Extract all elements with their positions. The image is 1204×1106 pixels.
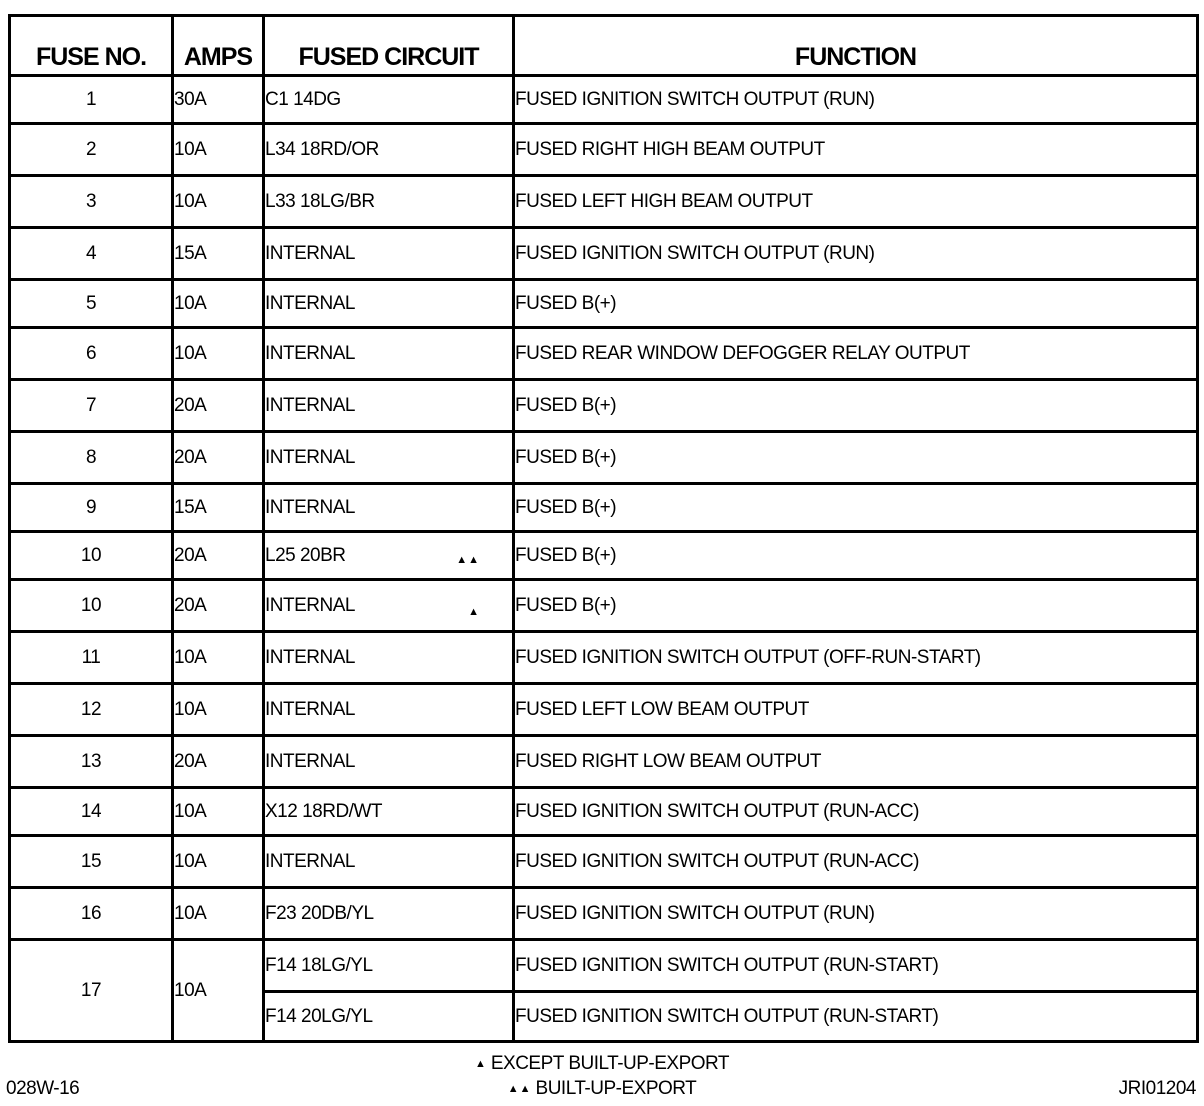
fuse-amps: 10A (173, 328, 264, 380)
header-amps: AMPS (173, 16, 264, 76)
fused-circuit (264, 280, 514, 328)
fused-circuit (264, 176, 514, 228)
fuse-number: 17 (10, 940, 173, 1042)
fused-circuit (264, 380, 514, 432)
fuse-amps: 15A (173, 484, 264, 532)
fuse-amps: 10A (173, 836, 264, 888)
table-row (10, 684, 1198, 736)
fused-circuit (264, 484, 514, 532)
table-row (10, 380, 1198, 432)
function-text: FUSED IGNITION SWITCH OUTPUT (RUN) (514, 888, 1198, 940)
table-row (10, 484, 1198, 532)
fused-circuit (264, 580, 514, 632)
function-text: FUSED REAR WINDOW DEFOGGER RELAY OUTPUT (514, 328, 1198, 380)
function-text: FUSED B(+) (514, 432, 1198, 484)
function-text: FUSED IGNITION SWITCH OUTPUT (RUN-START) (514, 992, 1198, 1042)
fused-circuit (264, 836, 514, 888)
fuse-number: 9 (10, 484, 173, 532)
fuse-number: 12 (10, 684, 173, 736)
table-row (10, 124, 1198, 176)
fused-circuit (264, 532, 514, 580)
figure-code-left: 028W-16 (6, 1078, 80, 1099)
circuit-code: INTERNAL (265, 394, 355, 416)
fused-circuit (264, 736, 514, 788)
table-row (10, 432, 1198, 484)
fuse-number: 10 (10, 532, 173, 580)
circuit-code: F23 20DB/YL (265, 902, 374, 924)
fuse-table (8, 14, 1199, 1043)
fused-circuit (264, 888, 514, 940)
fuse-number: 3 (10, 176, 173, 228)
fuse-number: 4 (10, 228, 173, 280)
fused-circuit (264, 432, 514, 484)
fuse-number: 8 (10, 432, 173, 484)
fused-circuit (264, 632, 514, 684)
table-row (10, 736, 1198, 788)
fuse-amps: 10A (173, 888, 264, 940)
function-text: FUSED IGNITION SWITCH OUTPUT (RUN-ACC) (514, 836, 1198, 888)
circuit-code: L34 18RD/OR (265, 138, 379, 160)
circuit-code: INTERNAL (265, 242, 355, 264)
circuit-code: INTERNAL (265, 342, 355, 364)
header-fuse-no: FUSE NO. (10, 16, 173, 76)
function-text: FUSED B(+) (514, 380, 1198, 432)
fused-circuit (264, 76, 514, 124)
circuit-code: L25 20BR (265, 544, 346, 566)
fuse-number: 7 (10, 380, 173, 432)
circuit-code: INTERNAL (265, 496, 355, 518)
table-row (10, 228, 1198, 280)
function-text: FUSED B(+) (514, 532, 1198, 580)
circuit-code: INTERNAL (265, 446, 355, 468)
fused-circuit (264, 684, 514, 736)
legend-line-single (0, 1053, 1204, 1075)
table-row (10, 940, 1198, 992)
fuse-number: 13 (10, 736, 173, 788)
fuse-number: 2 (10, 124, 173, 176)
function-text: FUSED IGNITION SWITCH OUTPUT (RUN) (514, 76, 1198, 124)
fuse-amps: 10A (173, 788, 264, 836)
function-text: FUSED B(+) (514, 484, 1198, 532)
legend-single-text: EXCEPT BUILT-UP-EXPORT (490, 1053, 730, 1074)
export-marker-icon: ▲▲ (456, 554, 480, 566)
fuse-amps: 10A (173, 280, 264, 328)
fuse-number: 6 (10, 328, 173, 380)
fuse-number: 15 (10, 836, 173, 888)
table-row (10, 280, 1198, 328)
fuse-amps: 10A (173, 940, 264, 1042)
function-text: FUSED LEFT HIGH BEAM OUTPUT (514, 176, 1198, 228)
function-text: FUSED IGNITION SWITCH OUTPUT (OFF-RUN-START) (514, 632, 1198, 684)
legend-line-double (0, 1078, 1204, 1100)
table-row (10, 76, 1198, 124)
fuse-number: 10 (10, 580, 173, 632)
table-row (10, 632, 1198, 684)
circuit-code: INTERNAL (265, 292, 355, 314)
circuit-code: L33 18LG/BR (265, 190, 375, 212)
fused-circuit: F14 20LG/YL (264, 992, 514, 1042)
header-fused-circuit: FUSED CIRCUIT (264, 16, 514, 76)
function-text: FUSED RIGHT HIGH BEAM OUTPUT (514, 124, 1198, 176)
fused-circuit (264, 228, 514, 280)
header-function: FUNCTION (514, 16, 1198, 76)
fused-circuit (264, 788, 514, 836)
circuit-code: INTERNAL (265, 698, 355, 720)
table-row (10, 788, 1198, 836)
circuit-code: C1 14DG (265, 88, 341, 110)
figure-code-right: JRI01204 (1118, 1078, 1196, 1099)
function-text: FUSED B(+) (514, 280, 1198, 328)
fuse-number: 5 (10, 280, 173, 328)
table-row (10, 836, 1198, 888)
fuse-number: 11 (10, 632, 173, 684)
function-text: FUSED B(+) (514, 580, 1198, 632)
fused-circuit: F14 18LG/YL (264, 940, 514, 992)
circuit-code: INTERNAL (265, 646, 355, 668)
legend-double-text: BUILT-UP-EXPORT (535, 1078, 697, 1099)
function-text: FUSED LEFT LOW BEAM OUTPUT (514, 684, 1198, 736)
fuse-number: 1 (10, 76, 173, 124)
table-row (10, 176, 1198, 228)
fuse-amps: 15A (173, 228, 264, 280)
table-row (10, 888, 1198, 940)
circuit-code: INTERNAL (265, 850, 355, 872)
function-text: FUSED IGNITION SWITCH OUTPUT (RUN) (514, 228, 1198, 280)
table-row (10, 532, 1198, 580)
fuse-amps: 20A (173, 432, 264, 484)
table-row (10, 580, 1198, 632)
fuse-amps: 30A (173, 76, 264, 124)
circuit-code: INTERNAL (265, 750, 355, 772)
fuse-amps: 20A (173, 532, 264, 580)
circuit-code: INTERNAL (265, 594, 355, 616)
table-row (10, 328, 1198, 380)
fuse-amps: 20A (173, 580, 264, 632)
fuse-rows (10, 76, 1198, 1042)
fuse-amps: 10A (173, 124, 264, 176)
fuse-amps: 20A (173, 380, 264, 432)
function-text: FUSED IGNITION SWITCH OUTPUT (RUN-ACC) (514, 788, 1198, 836)
fuse-amps: 20A (173, 736, 264, 788)
fuse-amps: 10A (173, 684, 264, 736)
fuse-number: 14 (10, 788, 173, 836)
double-triangle-icon: ▲▲ (507, 1083, 532, 1095)
header-row (10, 16, 1198, 76)
function-text: FUSED IGNITION SWITCH OUTPUT (RUN-START) (514, 940, 1198, 992)
fuse-number: 16 (10, 888, 173, 940)
function-text: FUSED RIGHT LOW BEAM OUTPUT (514, 736, 1198, 788)
circuit-code: X12 18RD/WT (265, 800, 382, 822)
fused-circuit (264, 124, 514, 176)
export-marker-icon: ▲ (468, 606, 480, 618)
single-triangle-icon: ▲ (474, 1058, 487, 1070)
fuse-amps: 10A (173, 176, 264, 228)
fuse-amps: 10A (173, 632, 264, 684)
fused-circuit (264, 328, 514, 380)
